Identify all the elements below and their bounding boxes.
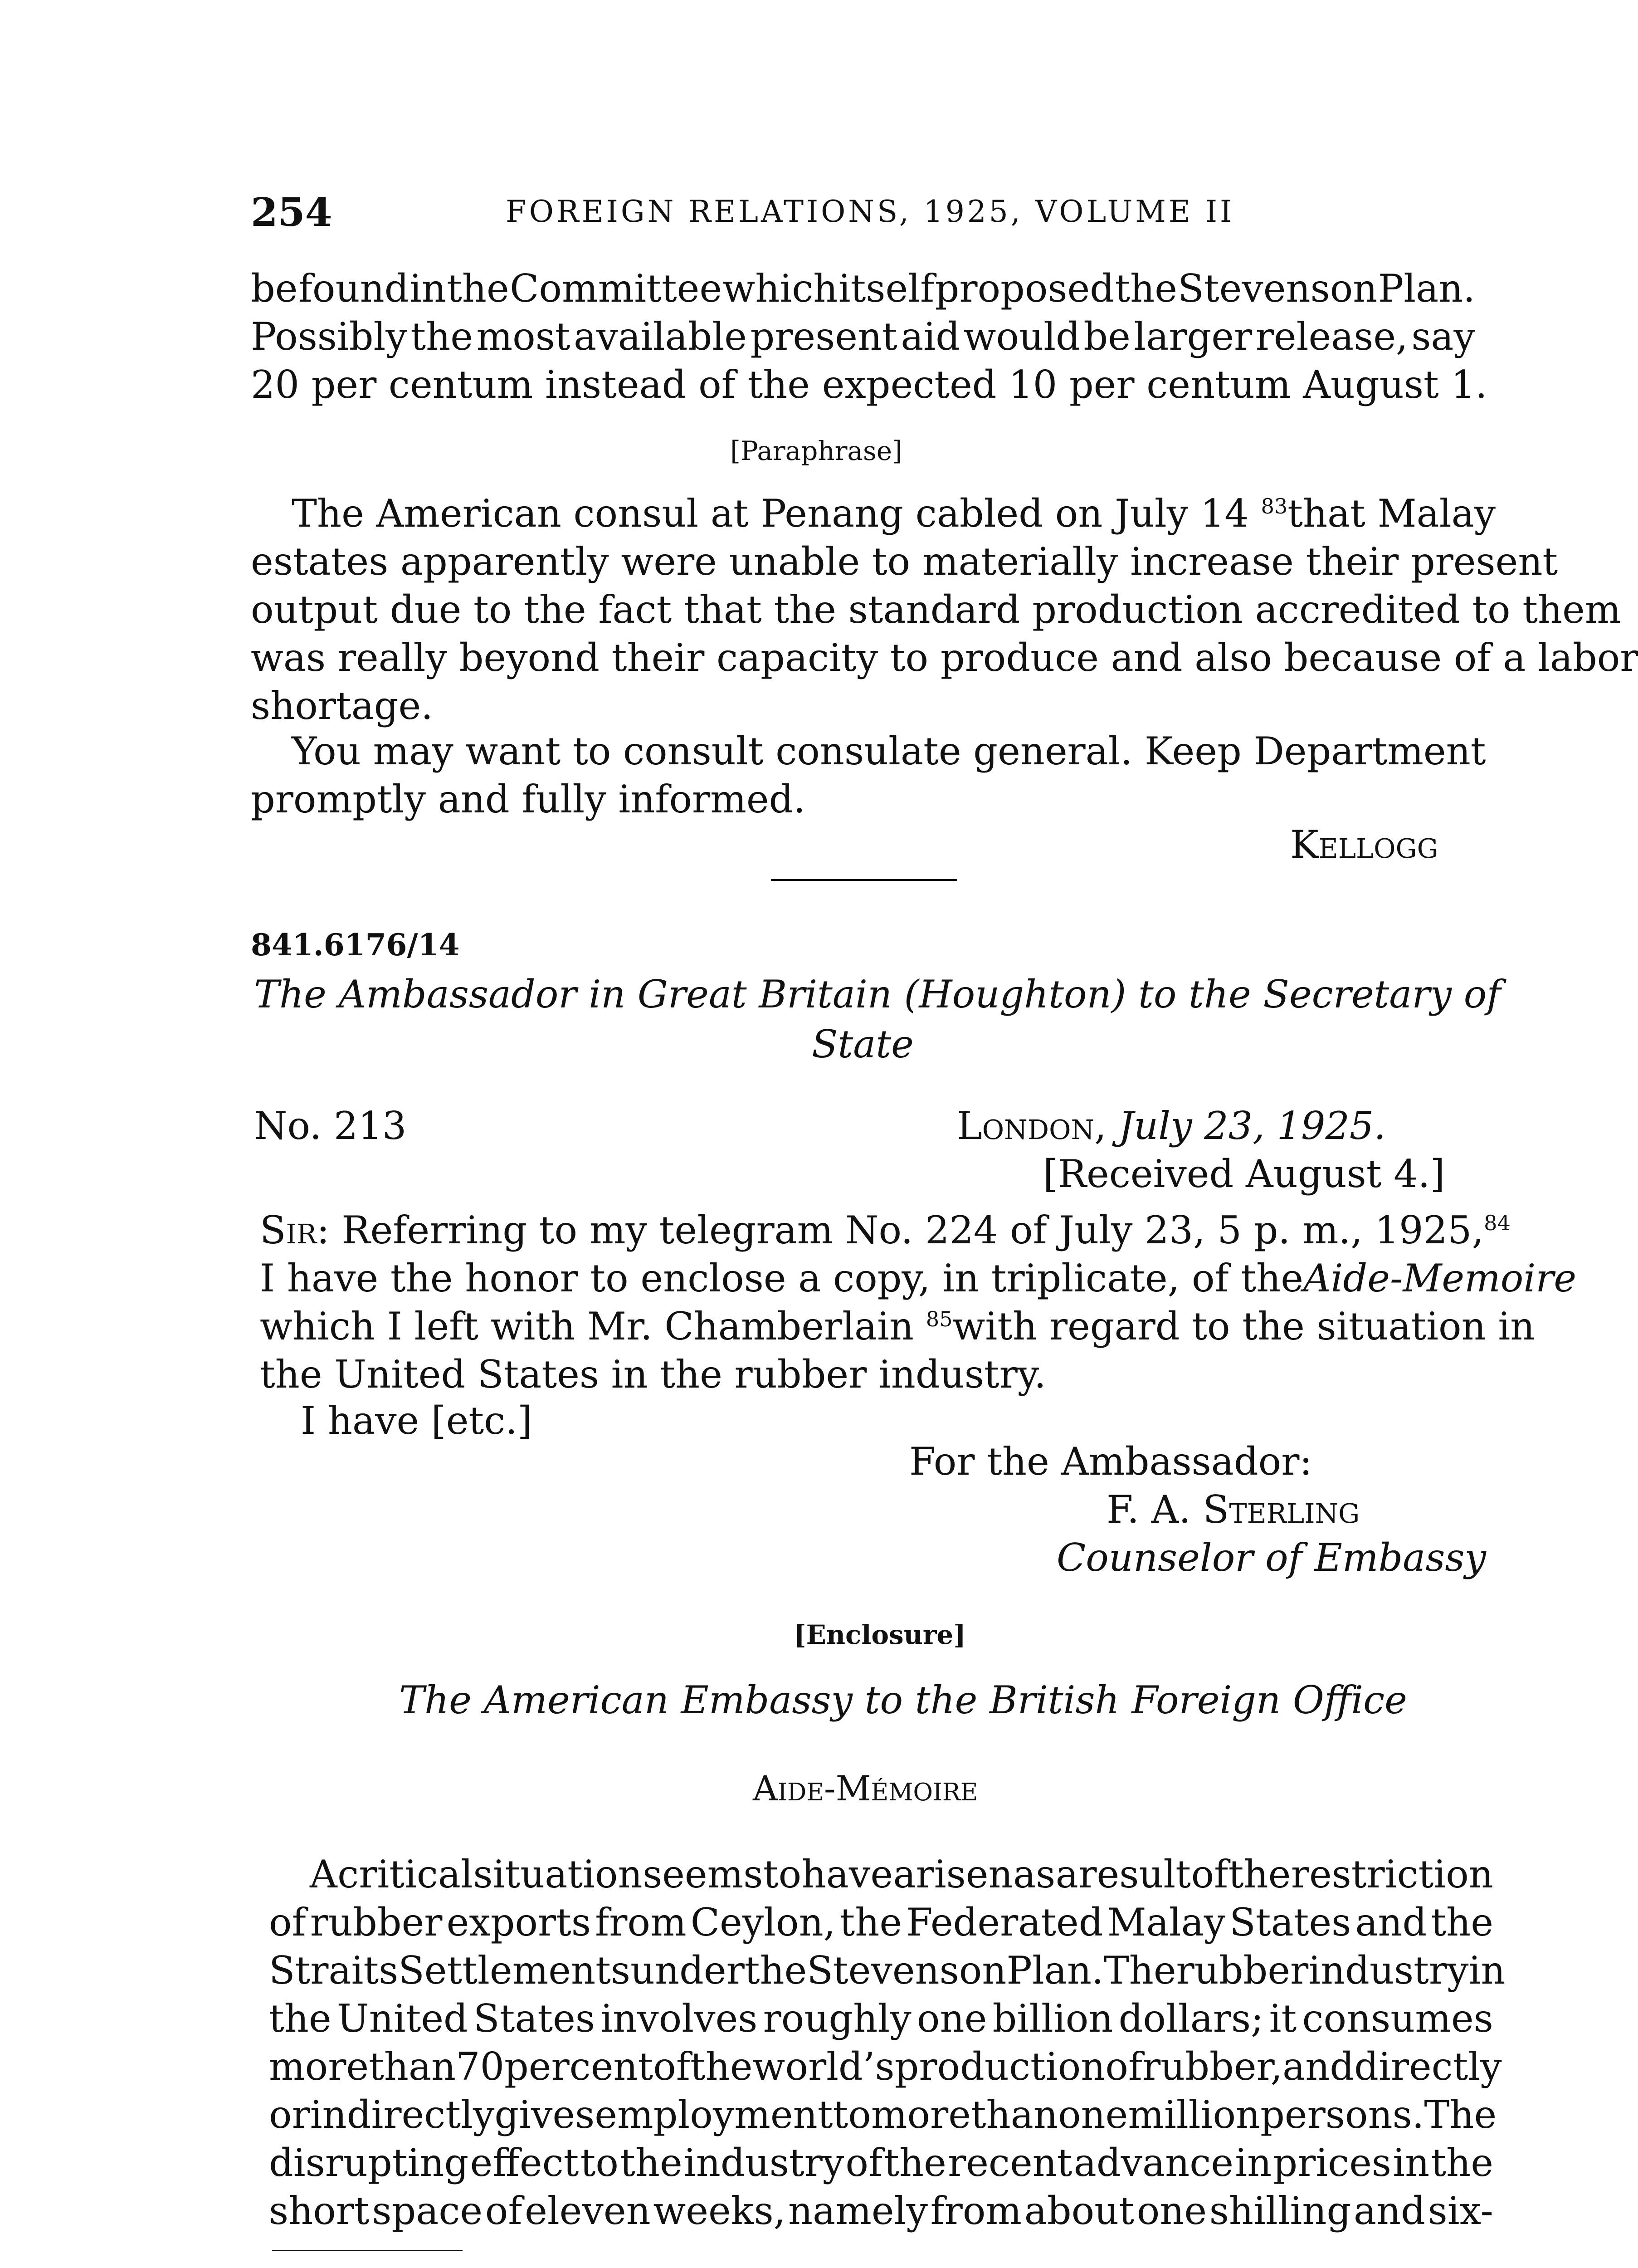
section-divider (771, 879, 957, 881)
enclosure-heading: The American Embassy to the British Foreign Office (399, 1678, 1407, 1722)
doc-body-line-1: Sir: Referring to my telegram No. 224 of July 23, 5 p. m., 1925,84 (260, 1208, 1511, 1252)
paraphrase-line-1: The American consul at Penang cabled on July 14 $^{83}$ that Malay (292, 491, 1496, 536)
page-number: 254 (251, 190, 332, 235)
enclosure-line-1: A critical situation seems to have arisen as a result of the restriction (310, 1852, 1493, 1897)
telegram-line-2: Possibly the most available present aid would be larger release, say (251, 314, 1475, 359)
doc-dateline (957, 1104, 1386, 1148)
for-ambassador: For the Ambassador: (909, 1439, 1312, 1484)
paraphrase-line-7: promptly and fully informed. (251, 777, 806, 821)
footnote-rule (272, 2250, 463, 2251)
doc-place: London, (957, 1104, 1107, 1148)
paraphrase-line-3: output due to the fact that the standard production accredited to them (251, 587, 1621, 632)
enclosure-line-3: Straits Settlements under the Stevenson Plan. The rubber industry in (269, 1948, 1506, 1993)
signature-kellogg: Kellogg (1290, 822, 1438, 867)
salutation: Sir (260, 1208, 317, 1252)
doc-heading-line-2: State (812, 1022, 914, 1066)
enclosure-label: [Enclosure] (794, 1619, 966, 1650)
doc-body-line-2: I have the honor to enclose a copy, in triplicate, of the Aide-Memoire (260, 1256, 1577, 1300)
paraphrase-line-4: was really beyond their capacity to produce and also because of a labor (251, 635, 1638, 680)
paraphrase-line-5: shortage. (251, 684, 433, 728)
enclosure-line-4: the United States involves roughly one billion dollars; it consumes (269, 1996, 1493, 2041)
paraphrase-label: [Paraphrase] (730, 435, 902, 466)
doc-received: [Received August 4.] (1043, 1152, 1445, 1196)
doc-heading-line-1: The Ambassador in Great Britain (Houghton) to the Secretary of (254, 972, 1501, 1017)
doc-body-line-3: which I left with Mr. Chamberlain $^{85}$ with regard to the situation in (260, 1304, 1535, 1349)
telegram-line-3: 20 per centum instead of the expected 10 per centum August 1. (251, 362, 1487, 407)
signer-name: F. A. Sterling (1107, 1487, 1360, 1532)
signer-title: Counselor of Embassy (1057, 1535, 1487, 1580)
doc-date: July 23, 1925. (1118, 1104, 1386, 1148)
enclosure-line-2: of rubber exports from Ceylon, the Federated Malay States and the (269, 1900, 1493, 1945)
enclosure-line-7: disrupting effect to the industry of the recent advance in prices in the (269, 2141, 1493, 2185)
footnote-ref-85: 85 (926, 1307, 953, 1331)
file-number: 841.6176/14 (251, 927, 460, 963)
enclosure-line-8: short space of eleven weeks, namely from about one shilling and six- (269, 2189, 1493, 2233)
doc-body-line-4: the United States in the rubber industry. (260, 1352, 1046, 1397)
doc-number: No. 213 (254, 1104, 407, 1148)
footnote-ref-83: 83 (1261, 494, 1288, 518)
telegram-line-1: be found in the Committee which itself proposed the Stevenson Plan. (251, 266, 1475, 311)
paraphrase-line-6: You may want to consult consulate general. Keep Department (292, 729, 1486, 773)
enclosure-line-5: more than 70 per cent of the world’s production of rubber, and directly (269, 2044, 1502, 2089)
doc-closing: I have [etc.] (301, 1398, 532, 1443)
running-title: FOREIGN RELATIONS, 1925, VOLUME II (506, 194, 1235, 229)
enclosure-line-6: or indirectly gives employment to more than one million persons. The (269, 2092, 1497, 2137)
paraphrase-line-2: estates apparently were unable to materially increase their present (251, 539, 1558, 584)
footnote-ref-84: 84 (1484, 1211, 1511, 1235)
aide-memoire-title: Aide-Mémoire (753, 1768, 978, 1809)
